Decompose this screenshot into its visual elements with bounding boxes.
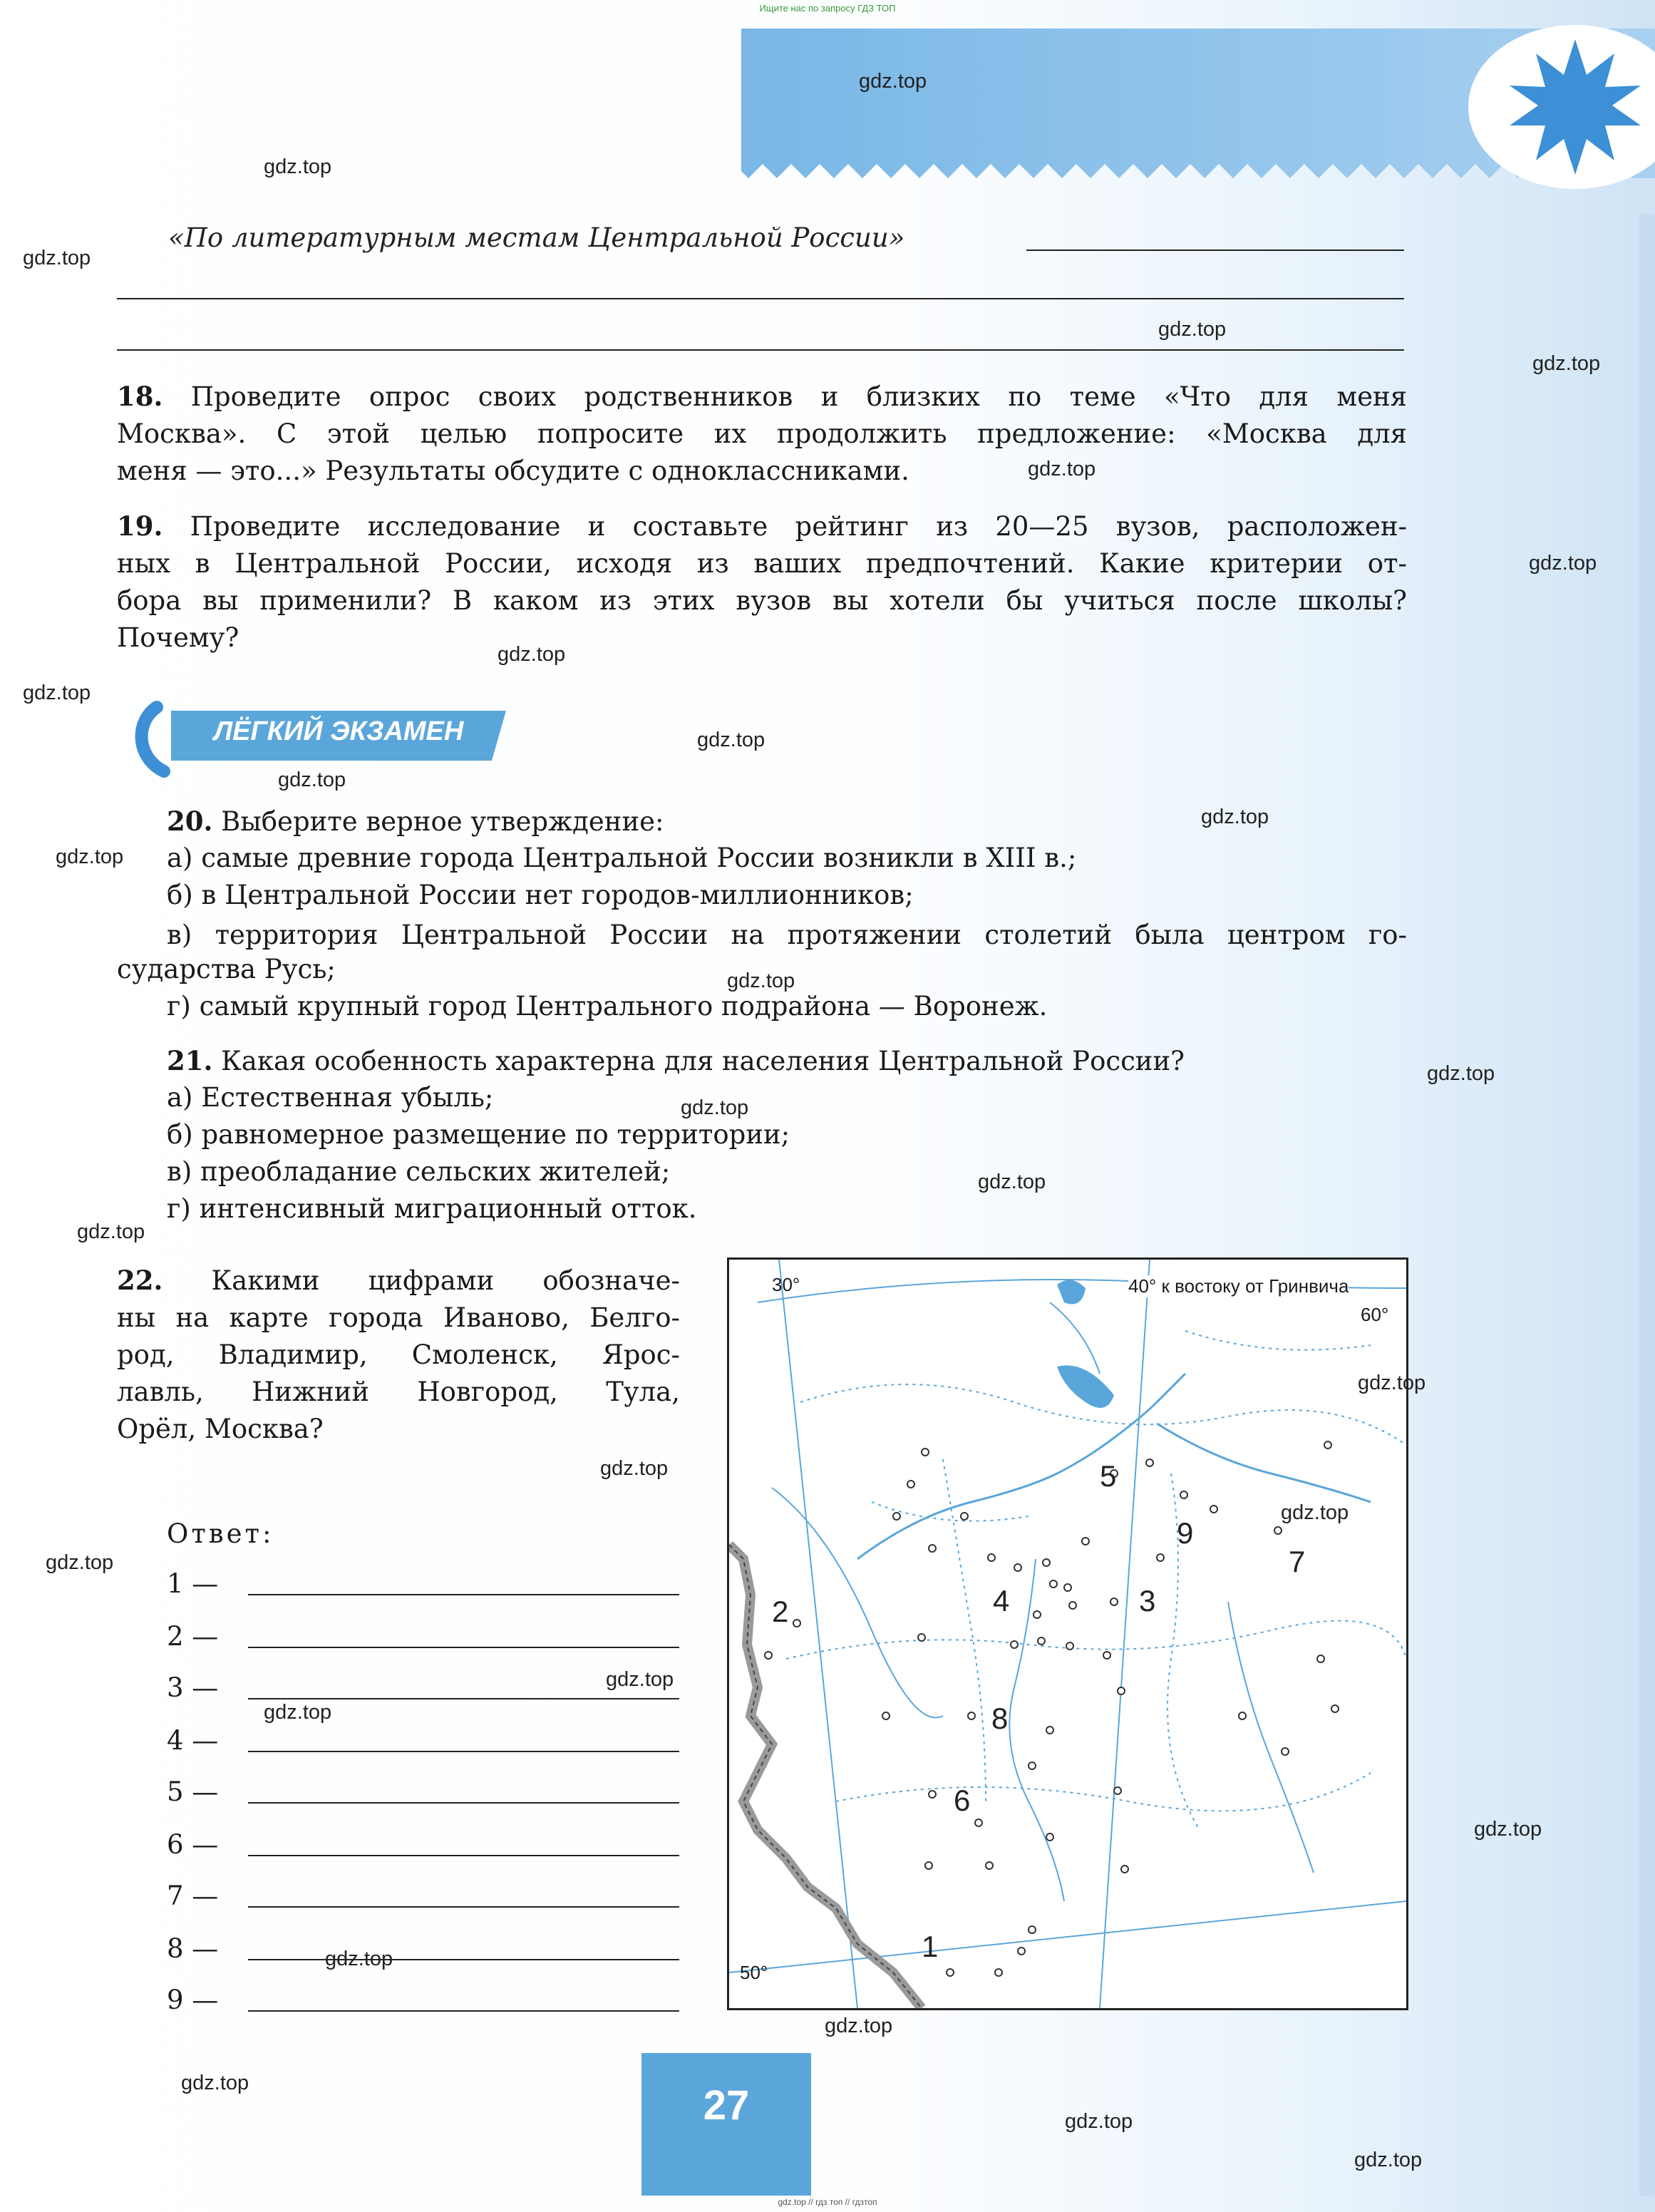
question-21-title <box>167 1045 1185 1076</box>
answer-number: 4 — <box>167 1725 219 1756</box>
q21-option: б) равномерное размещение по территории; <box>167 1119 790 1150</box>
watermark: gdz.top <box>1065 2110 1133 2133</box>
q20-option: а) самые древние города Центральной России возникли в XIII в.; <box>167 843 1077 873</box>
q18-line: Москва». С этой целью попросите их продолжить предложение: «Москва для <box>117 418 1407 449</box>
watermark: gdz.top <box>859 70 927 93</box>
answer-rule <box>117 298 1404 299</box>
watermark: gdz.top <box>600 1457 669 1480</box>
question-20-title <box>167 806 664 837</box>
literary-places-line: «По литературным местам Центральной России» <box>168 222 905 253</box>
watermark: gdz.top <box>497 643 566 666</box>
watermark: gdz.top <box>681 1096 749 1119</box>
watermark: gdz.top <box>23 247 91 269</box>
answer-line[interactable] <box>248 1698 679 1699</box>
watermark: gdz.top <box>825 2015 893 2037</box>
watermark: gdz.top <box>1028 458 1096 480</box>
q20-title: Выберите верное утверждение: <box>221 806 664 837</box>
answer-line[interactable] <box>248 1802 679 1804</box>
watermark: gdz.top <box>77 1220 145 1243</box>
watermark: gdz.top <box>727 969 795 992</box>
answer-line[interactable] <box>248 1751 679 1752</box>
map-lat-50: 50° <box>740 1962 768 1983</box>
answer-number: 2 — <box>167 1621 219 1652</box>
q20-option-v <box>167 917 1407 954</box>
watermark: gdz.top <box>978 1171 1046 1193</box>
question-number: 19. <box>117 510 163 542</box>
q19-line: бора вы применили? В каком из этих вузов вы хотели бы учиться после школы? <box>117 585 1407 616</box>
watermark: gdz.top <box>264 155 332 178</box>
page-number: 27 <box>703 2082 750 2129</box>
map-number-1: 1 <box>922 1930 939 1963</box>
q20-option: б) в Центральной России нет городов-миллионников; <box>167 880 914 910</box>
q19-line: ных в Центральной России, исходя из ваших предпочтений. Какие критерии от- <box>117 548 1407 579</box>
question-number: 21. <box>167 1045 213 1076</box>
q20-option: сударства Русь; <box>117 954 336 984</box>
answer-number: 6 — <box>167 1829 219 1860</box>
q18-line: меня — это...» Результаты обсудите с одноклассниками. <box>117 456 909 486</box>
map-number-2: 2 <box>772 1595 789 1628</box>
page-edge <box>1639 214 1655 2196</box>
star-icon <box>1454 14 1655 207</box>
q18-line: Проведите опрос своих родственников и близких по теме «Что для меня <box>190 381 1407 412</box>
exam-badge-label: ЛЁГКИЙ ЭКЗАМЕН <box>214 716 464 746</box>
map-number-4: 4 <box>993 1584 1010 1617</box>
bottom-note: gdz.top // гдз топ // гдзтоп <box>778 2197 877 2207</box>
region-map <box>727 1257 1408 2010</box>
watermark: gdz.top <box>1158 318 1227 341</box>
watermark: gdz.top <box>278 768 346 791</box>
watermark: gdz.top <box>1474 1818 1542 1841</box>
watermark: gdz.top <box>1354 2149 1423 2171</box>
map-number-3: 3 <box>1139 1584 1156 1617</box>
answer-line[interactable] <box>248 1959 679 1960</box>
map-lon-label: 40° к востоку от Гринвича <box>1128 1275 1349 1297</box>
question-number: 18. <box>117 381 163 412</box>
q21-option: г) интенсивный миграционный отток. <box>167 1193 697 1224</box>
q20-option: г) самый крупный город Центрального подрайона — Воронеж. <box>167 991 1048 1022</box>
question-number: 22. <box>117 1265 163 1296</box>
q22-line: Орёл, Москва? <box>117 1414 324 1444</box>
q22-line: Какими цифрами обозначе- <box>211 1265 680 1296</box>
map-number-8: 8 <box>991 1702 1009 1735</box>
watermark: gdz.top <box>1281 1501 1349 1524</box>
answer-line[interactable] <box>248 2010 679 2012</box>
watermark: gdz.top <box>606 1668 674 1691</box>
q22-line: ны на карте города Иваново, Белго- <box>117 1302 680 1333</box>
question-22 <box>117 1262 680 1448</box>
answer-number: 3 — <box>167 1672 219 1703</box>
watermark: gdz.top <box>46 1551 114 1574</box>
watermark: gdz.top <box>1529 552 1597 575</box>
q20-option: в) территория Центральной России на протяжении столетий была центром го- <box>167 920 1407 950</box>
answer-title: Ответ: <box>167 1518 274 1549</box>
map-number-5: 5 <box>1100 1459 1117 1493</box>
q22-line: род, Владимир, Смоленск, Ярос- <box>117 1339 680 1370</box>
watermark: gdz.top <box>1427 1062 1495 1085</box>
watermark: gdz.top <box>264 1701 332 1724</box>
answer-rule <box>117 349 1404 351</box>
answer-number: 9 — <box>167 1985 219 2015</box>
watermark: gdz.top <box>1358 1372 1426 1394</box>
watermark: gdz.top <box>181 2072 249 2094</box>
answer-number: 1 — <box>167 1568 219 1599</box>
answer-number: 7 — <box>167 1881 219 1911</box>
watermark: gdz.top <box>1532 352 1601 375</box>
q19-line: Проведите исследование и составьте рейтинг из 20—25 вузов, расположен- <box>190 511 1408 542</box>
answer-number: 5 — <box>167 1776 219 1807</box>
map-drawing <box>729 1260 1406 2008</box>
map-lat-60: 60° <box>1361 1304 1389 1325</box>
map-lon-30: 30° <box>772 1274 800 1295</box>
answer-line[interactable] <box>248 1647 679 1648</box>
answer-number: 8 — <box>167 1933 219 1964</box>
watermark: gdz.top <box>1201 806 1269 828</box>
map-number-7: 7 <box>1289 1545 1306 1578</box>
q22-line: лавль, Нижний Новгород, Тула, <box>117 1377 680 1407</box>
question-number: 20. <box>167 806 213 837</box>
question-18 <box>117 378 1407 490</box>
map-number-6: 6 <box>954 1784 971 1817</box>
q21-title: Какая особенность характерна для населения Центральной России? <box>221 1046 1185 1076</box>
map-number-9: 9 <box>1177 1516 1194 1550</box>
question-19 <box>117 508 1407 657</box>
answer-line[interactable] <box>248 1906 679 1908</box>
watermark: gdz.top <box>697 729 765 751</box>
watermark: gdz.top <box>325 1948 393 1970</box>
top-note: Ищите нас по запросу ГДЗ ТОП <box>759 3 896 14</box>
watermark: gdz.top <box>56 845 124 868</box>
q21-option: а) Естественная убыль; <box>167 1082 494 1113</box>
q19-line: Почему? <box>117 622 239 653</box>
answer-line[interactable] <box>248 1855 679 1856</box>
answer-rule <box>1026 250 1404 251</box>
answer-line[interactable] <box>248 1594 679 1595</box>
q21-option: в) преобладание сельских жителей; <box>167 1156 671 1187</box>
watermark: gdz.top <box>23 681 91 704</box>
